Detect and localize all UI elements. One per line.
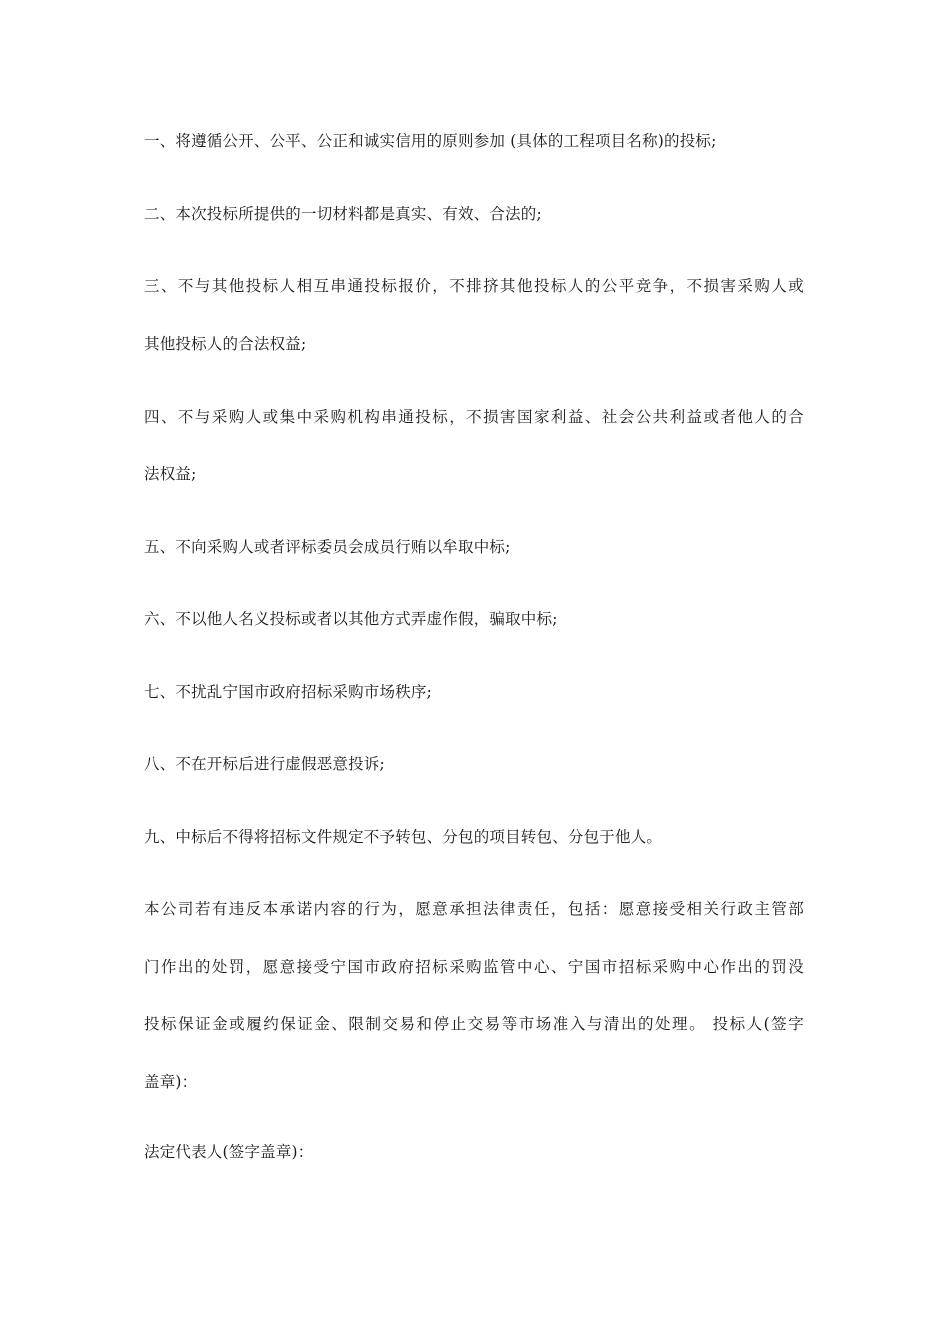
commitment-item-6: 六、不以他人名义投标或者以其他方式弄虚作假，骗取中标; <box>144 610 558 628</box>
commitment-item-3-line-1: 三、不与其他投标人相互串通投标报价，不排挤其他投标人的公平竞争，不损害采购人或 <box>144 277 804 295</box>
legal-representative-signature-label: 法定代表人(签字盖章)： <box>144 1143 314 1161</box>
commitment-item-4-line-1: 四、不与采购人或集中采购机构串通投标，不损害国家利益、社会公共利益或者他人的合 <box>144 408 804 426</box>
commitment-item-8: 八、不在开标后进行虚假恶意投诉; <box>144 755 385 773</box>
commitment-item-4-line-2: 法权益; <box>144 465 197 483</box>
liability-paragraph-line-1: 本公司若有违反本承诺内容的行为，愿意承担法律责任，包括：愿意接受相关行政主管部 <box>144 900 804 918</box>
commitment-item-7: 七、不扰乱宁国市政府招标采购市场秩序; <box>144 683 433 701</box>
commitment-item-1: 一、将遵循公开、公平、公正和诚实信用的原则参加 (具体的工程项目名称)的投标; <box>144 132 717 150</box>
liability-paragraph-line-3: 投标保证金或履约保证金、限制交易和停止交易等市场准入与清出的处理。 投标人(签字 <box>144 1015 804 1033</box>
commitment-item-3-line-2: 其他投标人的合法权益; <box>144 335 307 353</box>
commitment-item-5: 五、不向采购人或者评标委员会成员行贿以牟取中标; <box>144 538 511 556</box>
liability-paragraph-line-2: 门作出的处罚，愿意接受宁国市政府招标采购监管中心、宁国市招标采购中心作出的罚没 <box>144 958 804 976</box>
commitment-item-2: 二、本次投标所提供的一切材料都是真实、有效、合法的; <box>144 205 542 223</box>
bidder-signature-label: 盖章)： <box>144 1073 198 1091</box>
commitment-item-9: 九、中标后不得将招标文件规定不予转包、分包的项目转包、分包于他人。 <box>144 828 663 846</box>
